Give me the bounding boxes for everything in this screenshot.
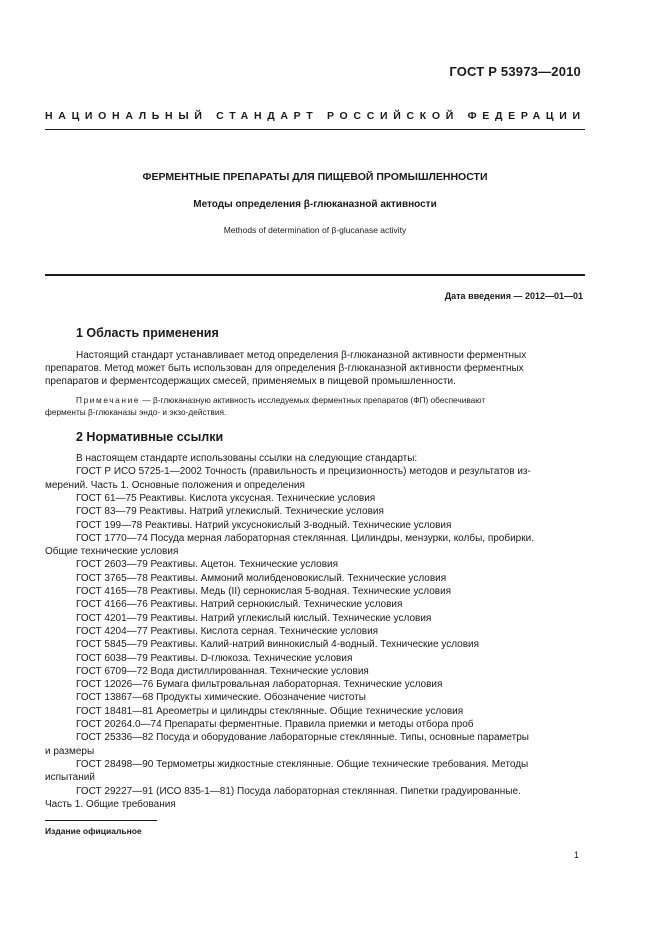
reference-line: ГОСТ 4204—77 Реактивы. Кислота серная. Технические условия xyxy=(76,625,379,637)
footer-divider xyxy=(45,820,157,821)
reference-line: ГОСТ 1770—74 Посуда мерная лабораторная стеклянная. Цилиндры, мензурки, колбы, пробирки. xyxy=(76,532,534,544)
reference-line: ГОСТ 199—78 Реактивы. Натрий уксуснокислый 3-водный. Технические условия xyxy=(76,519,452,531)
reference-line: ГОСТ 5845—79 Реактивы. Калий-натрий виннокислый 4-водный. Технические условия xyxy=(76,639,480,651)
paragraph-line: Настоящий стандарт устанавливает метод определения β-глюканазной активности ферментных xyxy=(76,350,527,361)
note-label: Примечание xyxy=(76,395,141,405)
edition-label: Издание официальное xyxy=(45,826,142,836)
national-standard-banner: НАЦИОНАЛЬНЫЙ СТАНДАРТ РОССИЙСКОЙ ФЕДЕРАЦИИ xyxy=(45,110,586,122)
header-divider xyxy=(45,129,585,130)
reference-line: ГОСТ Р ИСО 5725-1—2002 Точность (правильность и прецизионность) методов и результатов из- xyxy=(76,466,531,478)
note-line xyxy=(76,394,485,406)
document-code: ГОСТ Р 53973—2010 xyxy=(449,64,581,79)
paragraph-line: препаратов и ферментсодержащих смесей, применяемых в пищевой промышленности. xyxy=(45,376,456,387)
reference-line: Общие технические условия xyxy=(45,546,179,558)
reference-line: ГОСТ 6709—72 Вода дистиллированная. Технические условия xyxy=(76,665,369,677)
document-title: ФЕРМЕНТНЫЕ ПРЕПАРАТЫ ДЛЯ ПИЩЕВОЙ ПРОМЫШЛЕННОСТИ xyxy=(142,171,488,183)
reference-line: ГОСТ 13867—68 Продукты химические. Обозначение чистоты xyxy=(76,692,366,704)
reference-line: ГОСТ 20264.0—74 Препараты ферментные. Правила приемки и методы отбора проб xyxy=(76,719,474,730)
note-text: — β-глюканазную активность исследуемых ферментных препаратов (ФП) обеспечивают xyxy=(140,395,486,405)
document-subtitle: Методы определения β-глюканазной активности xyxy=(193,199,437,210)
paragraph-line: препаратов. Метод может быть использован для определения β-глюканазной активности ферментных xyxy=(45,363,524,374)
title-divider xyxy=(45,274,585,276)
reference-line: ГОСТ 6038—79 Реактивы. D-глюкоза. Технические условия xyxy=(76,652,353,664)
reference-line: мерений. Часть 1. Основные положения и определения xyxy=(45,479,305,491)
reference-line: ГОСТ 29227—91 (ИСО 835-1—81) Посуда лабораторная стеклянная. Пипетки градуированные. xyxy=(76,785,521,797)
reference-line: ГОСТ 4201—79 Реактивы. Натрий углекислый кислый. Технические условия xyxy=(76,612,432,624)
effective-date: Дата введения — 2012—01—01 xyxy=(444,291,583,301)
reference-line: испытаний xyxy=(45,772,95,784)
reference-line: ГОСТ 61—75 Реактивы. Кислота уксусная. Технические условия xyxy=(76,492,376,504)
reference-line: ГОСТ 12026—76 Бумага фильтровальная лабораторная. Технические условия xyxy=(76,679,443,691)
reference-line: ГОСТ 28498—90 Термометры жидкостные стеклянные. Общие технические требования. Методы xyxy=(76,758,529,770)
reference-line: ГОСТ 83—79 Реактивы. Натрий углекислый. Технические условия xyxy=(76,506,384,518)
section-heading-scope: 1 Область применения xyxy=(76,326,219,340)
reference-line: и размеры xyxy=(45,745,95,757)
page-number: 1 xyxy=(574,850,580,860)
reference-line: ГОСТ 25336—82 Посуда и оборудование лабораторные стеклянные. Типы, основные параметры xyxy=(76,732,529,744)
note-line: ферменты β-глюканазы эндо- и экзо-действия. xyxy=(45,407,227,417)
reference-line: В настоящем стандарте использованы ссылки на следующие стандарты: xyxy=(76,453,418,464)
reference-line: Часть 1. Общие требования xyxy=(45,798,176,810)
reference-line: ГОСТ 18481—81 Ареометры и цилиндры стеклянные. Общие технические условия xyxy=(76,705,464,717)
reference-line: ГОСТ 3765—78 Реактивы. Аммоний молибденовокислый. Технические условия xyxy=(76,572,447,584)
document-subtitle-english: Methods of determination of β-glucanase activity xyxy=(223,225,407,235)
reference-line: ГОСТ 4166—76 Реактивы. Натрий сернокислый. Технические условия xyxy=(76,599,403,611)
section-heading-references: 2 Нормативные ссылки xyxy=(76,430,224,444)
reference-line: ГОСТ 4165—78 Реактивы. Медь (II) сернокислая 5-водная. Технические условия xyxy=(76,586,452,597)
reference-line: ГОСТ 2603—79 Реактивы. Ацетон. Технические условия xyxy=(76,559,339,571)
